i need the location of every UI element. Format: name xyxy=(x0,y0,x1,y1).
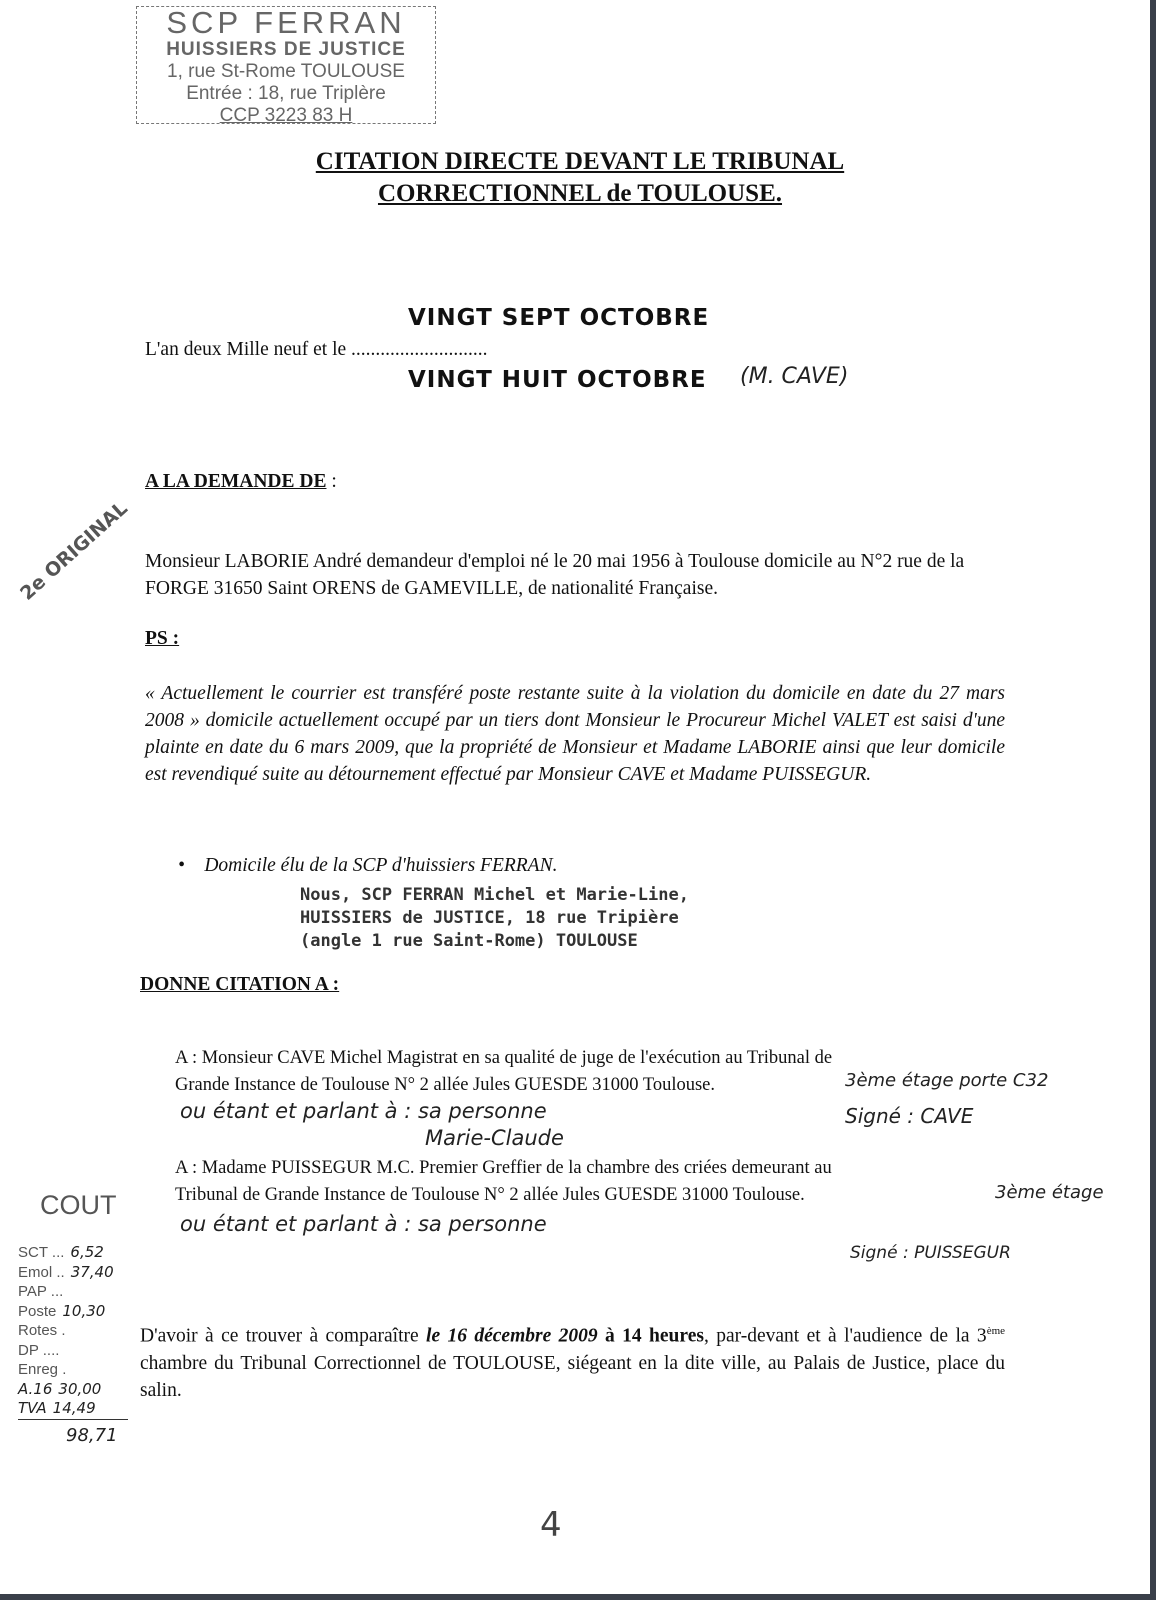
cost-item: DP .... xyxy=(18,1341,60,1359)
page-number: 4 xyxy=(540,1505,562,1545)
defendant-puissegur: A : Madame PUISSEGUR M.C. Premier Greffier de la chambre des criées demeurant au Tribunal de Grande Instance de Toulouse N° 2 allée Jules GUESDE 31000 Toulouse. xyxy=(175,1158,832,1205)
cost-item: Poste 10,30 xyxy=(18,1301,106,1320)
cost-item: SCT ... 6,52 xyxy=(18,1243,104,1261)
original-stamp: 2e ORIGINAL xyxy=(16,497,132,605)
hand-speaking-2: ou étant et parlant à : sa personne xyxy=(180,1212,547,1236)
ps-paragraph: « Actuellement le courrier est transféré poste restante suite à la violation du domicile en date du 27 mars 2008 » domicile actuellement occupé par un tiers dont Monsieur le Procureur Michel VALET est saisi d'une plainte en date du 6 mars 2009, que la propriété de Monsieur et Madame LABORIE ainsi que leur domicile est revendiqué suite au détournement effectué par Monsieur CAVE et Madame PUISSEGUR. xyxy=(145,683,1005,785)
cost-total: 98,71 xyxy=(66,1424,118,1446)
handwritten-note: (M. CAVE) xyxy=(740,364,849,389)
hand-speaking-1: ou étant et parlant à : sa personne xyxy=(180,1099,547,1123)
ps-heading: PS : xyxy=(145,628,180,649)
demande-heading: A LA DEMANDE DE : xyxy=(145,471,337,492)
typed-date-1: VINGT SEPT OCTOBRE xyxy=(408,305,710,331)
hand-floor-2: 3ème étage xyxy=(995,1182,1104,1203)
hand-signed-1: Signé : CAVE xyxy=(845,1104,974,1128)
cost-item: Rotes . xyxy=(18,1322,66,1339)
stamp-line: CCP 3223 83 H xyxy=(219,105,353,126)
stamp-line: 1, rue St-Rome TOULOUSE xyxy=(167,61,405,82)
cost-item: Emol .. 37,40 xyxy=(18,1262,114,1281)
typed-date-2: VINGT HUIT OCTOBRE xyxy=(408,367,707,393)
stamp-line: HUISSIERS DE JUSTICE xyxy=(166,39,406,60)
cost-item: PAP ... xyxy=(18,1283,64,1300)
cost-item: TVA 14,49 xyxy=(18,1399,128,1420)
defendant-cave: A : Monsieur CAVE Michel Magistrat en sa qualité de juge de l'exécution au Tribunal de Grande Instance de Toulouse N° 2 allée Jules GUESDE 31000 Toulouse. xyxy=(175,1048,833,1095)
date-prefix: L'an deux Mille neuf et le ............................ xyxy=(145,339,488,360)
demandeur-paragraph: Monsieur LABORIE André demandeur d'emploi né le 20 mai 1956 à Toulouse domicile au N°2 rue de la FORGE 31650 Saint ORENS de GAMEVILLE, de nationalité Française. xyxy=(145,551,965,599)
cost-item: Enreg . xyxy=(18,1361,67,1378)
bailiff-stamp xyxy=(136,6,436,124)
document-title: CITATION DIRECTE DEVANT LE TRIBUNAL CORRECTIONNEL de TOULOUSE. xyxy=(315,148,845,207)
cout-title: COUT xyxy=(40,1190,117,1220)
hand-signed-2: Signé : PUISSEGUR xyxy=(850,1243,1011,1263)
hand-name: Marie-Claude xyxy=(425,1126,564,1150)
bullet-domicile: • Domicile élu de la SCP d'huissiers FERRAN. xyxy=(178,855,558,876)
stamp-name: SCP FERRAN xyxy=(166,5,406,40)
cost-list xyxy=(18,1243,128,1445)
hand-floor-1: 3ème étage porte C32 xyxy=(845,1070,1049,1091)
comparaitre-paragraph: D'avoir à ce trouver à comparaître le 16 décembre 2009 à 14 heures, par-devant et à l'audience de la 3ème chambre du Tribunal Correctionnel de TOULOUSE, siégeant en la dite ville, au Palais de Justice, place du salin. xyxy=(140,1325,1006,1401)
typed-stamp-ferran: Nous, SCP FERRAN Michel et Marie-Line, HUISSIERS de JUSTICE, 18 rue Tripière (angle 1 rue Saint-Rome) TOULOUSE xyxy=(300,885,689,951)
citation-heading: DONNE CITATION A : xyxy=(140,974,340,995)
cost-item: A.16 30,00 xyxy=(18,1379,102,1398)
stamp-line: Entrée : 18, rue Triplère xyxy=(186,83,386,104)
